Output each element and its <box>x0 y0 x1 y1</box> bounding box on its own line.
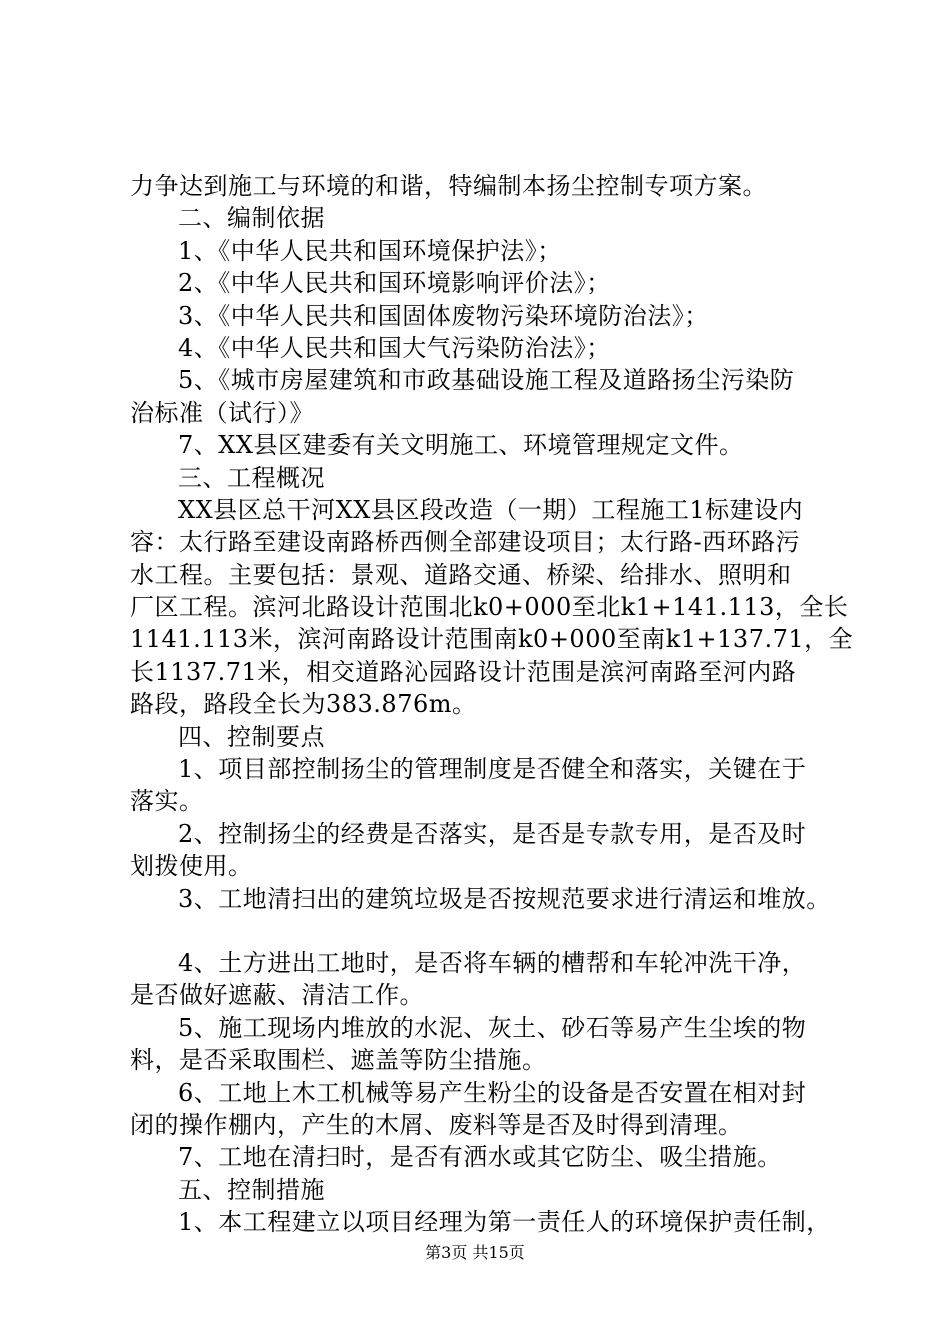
text-line: 二、编制依据 <box>178 204 325 233</box>
text-line: 容：太行路至建设南路桥西侧全部建设项目；太行路-西环路污 <box>130 528 801 557</box>
page-footer: 第3页 共15页 <box>425 1243 525 1262</box>
text-line: 水工程。主要包括：景观、道路交通、桥梁、给排水、照明和 <box>130 560 792 589</box>
text-line: 2、控制扬尘的经费是否落实，是否是专款专用，是否及时 <box>178 819 807 848</box>
text-line: 7、XX县区建委有关文明施工、环境管理规定文件。 <box>178 431 744 460</box>
text-line: 五、控制措施 <box>178 1175 325 1204</box>
paragraph-group-1 <box>130 170 854 915</box>
text-line: XX县区总干河XX县区段改造（一期）工程施工1标建设内 <box>178 495 804 524</box>
text-line: 划拨使用。 <box>130 852 253 881</box>
document-body <box>130 170 854 1239</box>
text-line: 厂区工程。滨河北路设计范围北k0+000至北k1+141.113，全长 <box>130 593 849 622</box>
text-line: 治标准（试行）》 <box>130 398 314 427</box>
text-line: 三、工程概况 <box>178 463 325 492</box>
text-line: 落实。 <box>130 787 204 816</box>
paragraph-gap <box>130 915 850 947</box>
text-line: 5、《城市房屋建筑和市政基础设施工程及道路扬尘污染防 <box>178 366 795 395</box>
text-line: 1、本工程建立以项目经理为第一责任人的环境保护责任制， <box>178 1208 831 1237</box>
text-line: 料，是否采取围栏、遮盖等防尘措施。 <box>130 1046 547 1075</box>
text-line: 7、工地在清扫时，是否有洒水或其它防尘、吸尘措施。 <box>178 1143 782 1172</box>
text-line: 5、施工现场内堆放的水泥、灰土、砂石等易产生尘埃的物 <box>178 1013 807 1042</box>
text-line: 1、《中华人民共和国环境保护法》； <box>178 236 562 265</box>
text-line: 路段，路段全长为383.876m。 <box>130 690 477 719</box>
text-line: 4、土方进出工地时，是否将车辆的槽帮和车轮冲洗干净， <box>178 948 807 977</box>
text-line: 1、项目部控制扬尘的管理制度是否健全和落实，关键在于 <box>178 755 807 784</box>
text-line: 4、《中华人民共和国大气污染防治法》； <box>178 333 611 362</box>
text-line: 2、《中华人民共和国环境影响评价法》； <box>178 269 611 298</box>
text-line: 四、控制要点 <box>178 722 325 751</box>
text-line: 3、《中华人民共和国固体废物污染环境防治法》； <box>178 301 709 330</box>
text-line: 力争达到施工与环境的和谐，特编制本扬尘控制专项方案。 <box>130 172 767 200</box>
text-line: 是否做好遮蔽、清洁工作。 <box>130 981 424 1010</box>
text-line: 长1137.71米，相交道路沁园路设计范围是滨河南路至河内路 <box>130 657 797 686</box>
paragraph-group-2 <box>130 947 850 1239</box>
text-line: 3、工地清扫出的建筑垃圾是否按规范要求进行清运和堆放。 <box>178 884 831 913</box>
text-line: 闭的操作棚内，产生的木屑、废料等是否及时得到清理。 <box>130 1110 743 1139</box>
text-line: 1141.113米，滨河南路设计范围南k0+000至南k1+137.71，全 <box>130 625 854 654</box>
text-line: 6、工地上木工机械等易产生粉尘的设备是否安置在相对封 <box>178 1078 807 1107</box>
